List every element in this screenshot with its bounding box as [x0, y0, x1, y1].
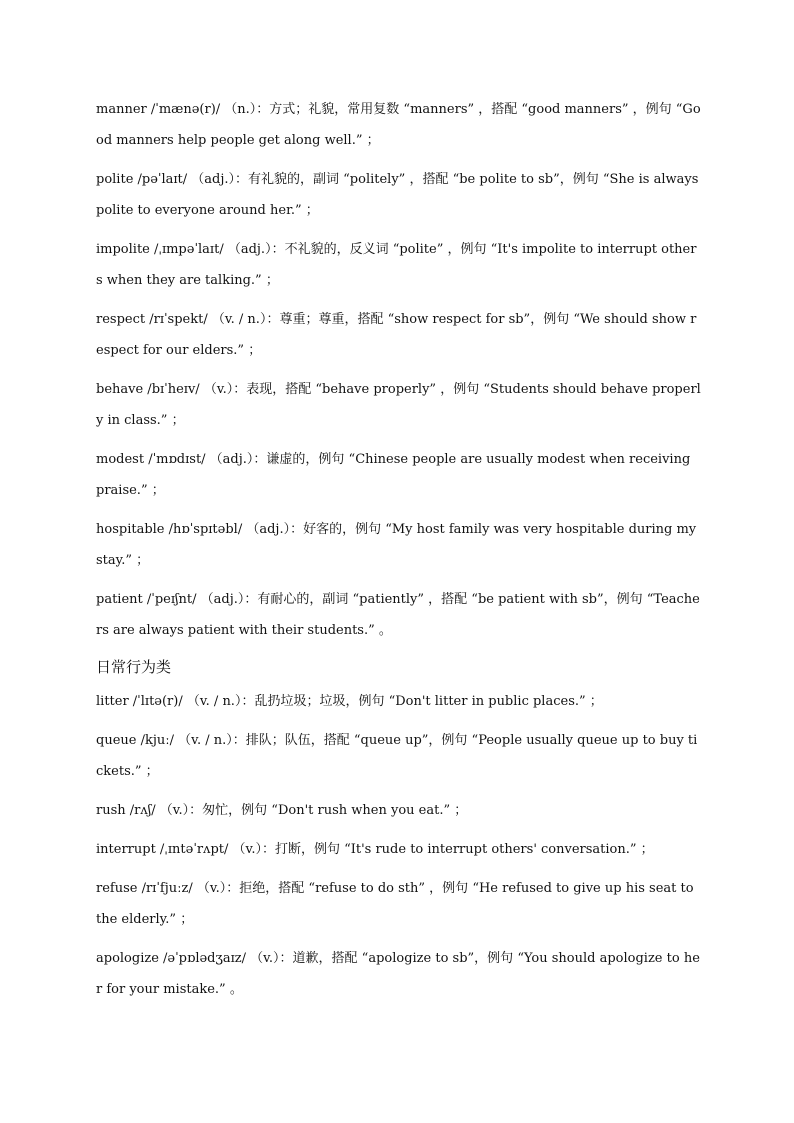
vocab-entry-queue: queue /kjuː/ （v. / n.）：排队；队伍，搭配 “queue up”，例句 “People usually queue up to buy tickets.” ； [96, 733, 698, 779]
vocab-entry-polite: polite /pəˈlaɪt/ （adj.）：有礼貌的，副词 “politely” ，搭配 “be polite to sb”，例句 “She is always polite to everyone around her.” ； [96, 172, 699, 218]
vocab-entry-apologize: apologize /əˈpɒlədʒaɪz/ （v.）：道歉，搭配 “apologize to sb”，例句 “You should apologize to her for your mistake.” 。 [96, 951, 700, 997]
section-heading-daily-behavior: 日常行为类 [96, 658, 172, 676]
vocab-entry-interrupt: interrupt /ˌɪntəˈrʌpt/ （v.）：打断，例句 “It's rude to interrupt others' conversation.” ； [96, 842, 654, 857]
vocab-entry-litter: litter /ˈlɪtə(r)/ （v. / n.）：乱扔垃圾；垃圾，例句 “Don't litter in public places.” ； [96, 694, 603, 709]
vocab-entry-behave: behave /bɪˈheɪv/ （v.）：表现，搭配 “behave properly” ，例句 “Students should behave properly in class.” ； [96, 382, 701, 428]
vocab-entry-impolite: impolite /ˌɪmpəˈlaɪt/ （adj.）：不礼貌的，反义词 “polite” ，例句 “It's impolite to interrupt others when they are talking.” ； [96, 242, 697, 288]
vocab-entry-patient: patient /ˈpeɪʃnt/ （adj.）：有耐心的，副词 “patiently” ，搭配 “be patient with sb”，例句 “Teachers are always patient with their students.” 。 [96, 592, 700, 638]
vocab-entry-rush: rush /rʌʃ/ （v.）：匆忙，例句 “Don't rush when you eat.” ； [96, 803, 468, 818]
vocab-entry-refuse: refuse /rɪˈfjuːz/ （v.）：拒绝，搭配 “refuse to do sth” ，例句 “He refused to give up his seat to the elderly.” ； [96, 881, 694, 927]
vocab-entry-manner: manner /ˈmænə(r)/ （n.）：方式；礼貌，常用复数 “manners” ，搭配 “good manners” ，例句 “Good manners help people get along well.” ； [96, 102, 701, 148]
vocab-entry-hospitable: hospitable /hɒˈspɪtəbl/ （adj.）：好客的，例句 “My host family was very hospitable during my stay.” ； [96, 522, 697, 568]
vocab-entry-respect: respect /rɪˈspekt/ （v. / n.）：尊重；尊重，搭配 “show respect for sb”，例句 “We should show respect for our elders.” ； [96, 312, 697, 358]
document-page [96, 94, 702, 1013]
vocab-entry-modest: modest /ˈmɒdɪst/ （adj.）：谦虚的，例句 “Chinese people are usually modest when receiving praise.” ； [96, 452, 691, 498]
